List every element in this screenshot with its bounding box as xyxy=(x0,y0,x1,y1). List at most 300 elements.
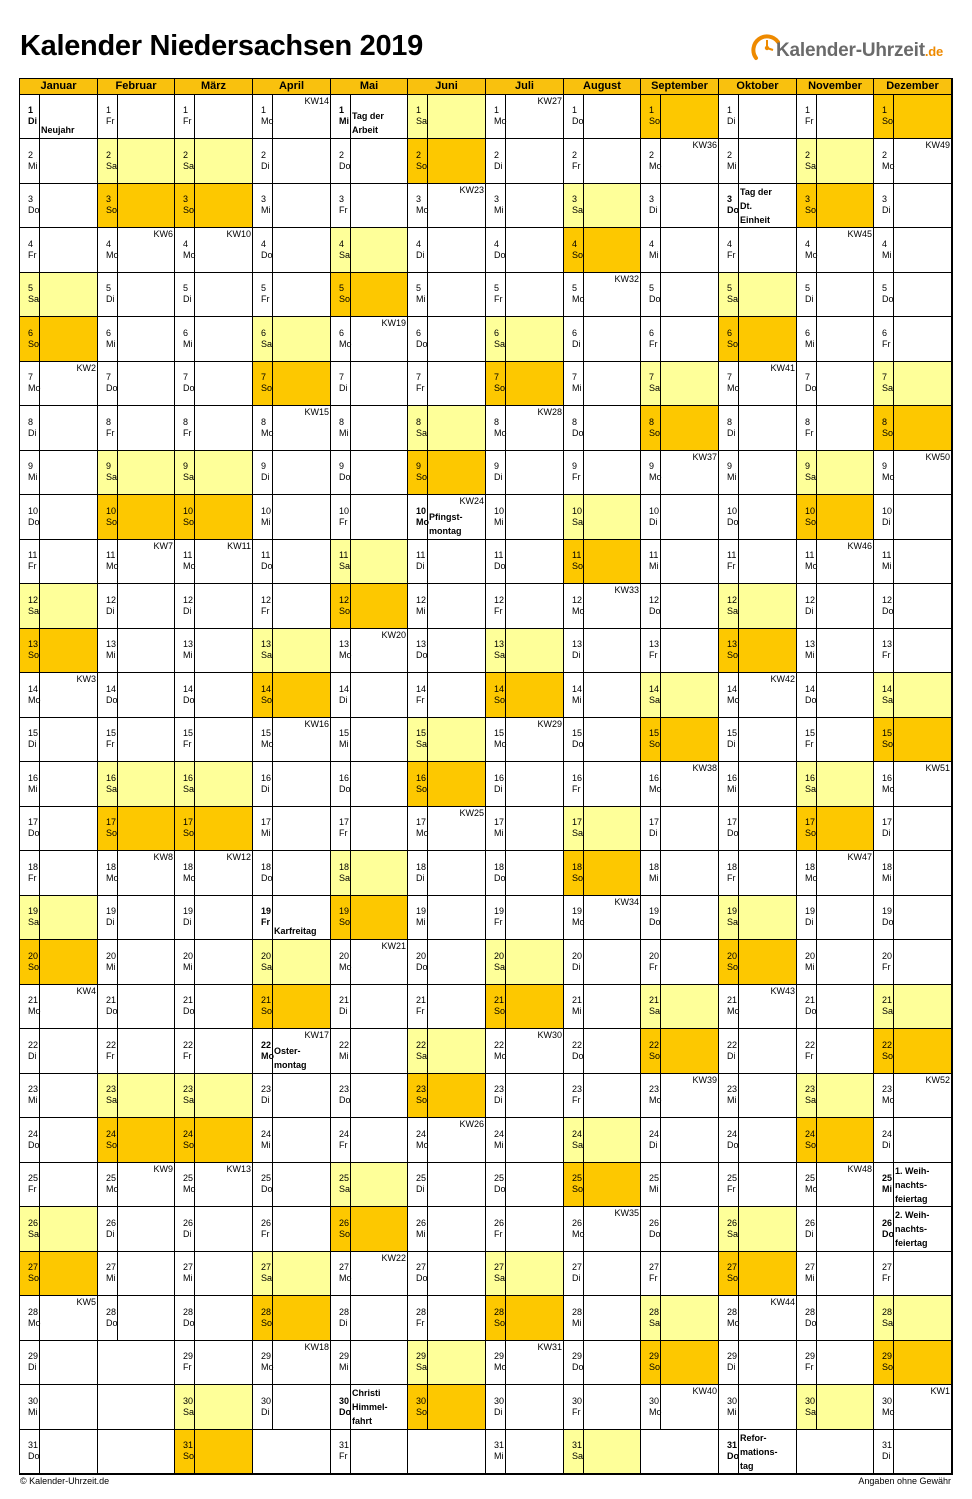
day-number: 28 xyxy=(727,1306,738,1317)
day-cell xyxy=(874,1430,952,1474)
weekday-label: So xyxy=(805,1139,817,1150)
day-cell xyxy=(98,451,175,495)
day-number: 10 xyxy=(28,505,39,516)
day-cell xyxy=(408,1252,486,1296)
weekday-label: Mi xyxy=(261,205,271,215)
day-cell xyxy=(797,1163,874,1207)
day-cell xyxy=(20,495,98,540)
weekday-label: Mi xyxy=(805,338,815,349)
day-cell xyxy=(564,1074,641,1118)
day-number: 13 xyxy=(261,639,272,649)
day-cell xyxy=(641,1341,719,1385)
day-cell xyxy=(331,95,408,139)
day-cell xyxy=(253,1029,331,1074)
weekday-label: Fr xyxy=(106,1050,115,1061)
weekday-label: Mi xyxy=(727,1095,737,1105)
day-cell xyxy=(641,139,719,184)
day-cell xyxy=(564,807,641,851)
day-cell xyxy=(175,273,253,317)
weekday-label: Sa xyxy=(805,1095,817,1105)
day-number: 2 xyxy=(261,149,267,160)
day-cell xyxy=(20,1118,98,1163)
day-number: 2 xyxy=(649,149,655,160)
empty-cell xyxy=(98,1430,175,1474)
weekday-label: Di xyxy=(805,294,814,304)
day-number: 12 xyxy=(106,594,117,605)
weekday-label: Di xyxy=(28,1362,37,1372)
weekday-label: Fr xyxy=(649,650,658,660)
weekday-label: So xyxy=(416,160,428,171)
day-cell xyxy=(564,1118,641,1163)
day-cell xyxy=(874,362,952,406)
day-cell xyxy=(175,940,253,985)
day-cell xyxy=(175,184,253,228)
weekday-label: Di xyxy=(106,917,115,927)
day-number: 14 xyxy=(28,683,39,694)
weekday-label: So xyxy=(572,249,584,260)
day-cell xyxy=(719,1118,797,1163)
weekday-label: Mo xyxy=(28,1006,41,1016)
weekday-label: So xyxy=(882,116,894,126)
weekday-label: Sa xyxy=(183,783,195,794)
day-number: 6 xyxy=(106,327,112,338)
day-cell xyxy=(20,1296,98,1341)
day-number: 6 xyxy=(727,327,733,338)
week-number: KW25 xyxy=(459,808,484,818)
day-cell xyxy=(641,1118,719,1163)
day-cell xyxy=(408,362,486,406)
weekday-label: Mo xyxy=(106,249,119,260)
weekday-label: Sa xyxy=(882,1317,894,1328)
weekday-label: Di xyxy=(572,961,581,972)
day-cell xyxy=(719,584,797,629)
weekday-label: Mi xyxy=(339,116,349,126)
day-number: 25 xyxy=(183,1173,194,1183)
weekday-label: Di xyxy=(649,1139,658,1150)
day-number: 11 xyxy=(339,550,349,560)
day-number: 29 xyxy=(416,1351,427,1361)
day-cell xyxy=(719,807,797,851)
site-logo[interactable] xyxy=(750,28,950,68)
weekday-label: Di xyxy=(416,249,425,260)
day-number: 28 xyxy=(572,1306,583,1317)
weekday-label: Mi xyxy=(339,1362,349,1372)
weekday-label: So xyxy=(494,383,506,393)
weekday-label: Sa xyxy=(649,694,661,705)
day-number: 30 xyxy=(805,1395,816,1406)
day-cell xyxy=(253,1074,331,1118)
day-cell xyxy=(797,228,874,273)
weekday-label: Mi xyxy=(805,1273,815,1283)
week-number: KW7 xyxy=(153,541,173,551)
day-number: 14 xyxy=(494,683,505,694)
weekday-label: Mo xyxy=(727,1317,740,1328)
day-cell xyxy=(564,184,641,228)
day-cell xyxy=(175,896,253,940)
page-title: Kalender Niedersachsen 2019 xyxy=(20,30,423,62)
day-number: 20 xyxy=(882,950,893,961)
day-cell xyxy=(564,406,641,451)
day-cell xyxy=(20,1207,98,1252)
day-cell xyxy=(486,1029,564,1074)
weekday-label: Di xyxy=(727,739,736,749)
weekday-label: Di xyxy=(416,561,425,571)
day-cell xyxy=(719,184,797,228)
day-cell xyxy=(641,362,719,406)
weekday-label: Mi xyxy=(339,1050,349,1061)
weekday-label: Mo xyxy=(805,249,818,260)
day-cell xyxy=(797,673,874,718)
day-number: 24 xyxy=(106,1128,117,1139)
day-cell xyxy=(331,896,408,940)
weekday-label: Mi xyxy=(649,249,659,260)
day-number: 31 xyxy=(572,1440,583,1450)
empty-cell xyxy=(641,1430,719,1474)
day-number: 5 xyxy=(727,283,733,293)
weekday-label: Fr xyxy=(572,1095,581,1105)
week-number: KW39 xyxy=(692,1075,717,1085)
weekday-label: Fr xyxy=(649,1273,658,1283)
day-number: 22 xyxy=(727,1039,738,1050)
weekday-label: Sa xyxy=(572,1139,584,1150)
day-number: 9 xyxy=(649,461,655,471)
day-cell xyxy=(331,495,408,540)
day-number: 4 xyxy=(28,238,34,249)
month-header: August xyxy=(564,79,641,95)
day-number: 19 xyxy=(261,906,272,916)
weekday-label: So xyxy=(649,116,661,126)
day-cell xyxy=(253,362,331,406)
weekday-label: So xyxy=(416,472,428,482)
day-number: 22 xyxy=(882,1039,893,1050)
weekday-label: Mo xyxy=(882,160,895,171)
day-number: 14 xyxy=(882,683,893,694)
weekday-label: Sa xyxy=(727,917,739,927)
weekday-label: Sa xyxy=(183,472,195,482)
weekday-label: So xyxy=(28,961,40,972)
day-number: 8 xyxy=(261,416,267,427)
day-cell xyxy=(175,1029,253,1074)
day-cell xyxy=(486,851,564,896)
day-cell xyxy=(253,851,331,896)
weekday-label: Di xyxy=(727,1050,736,1061)
weekday-label: Do xyxy=(339,1095,351,1105)
day-number: 12 xyxy=(649,594,660,605)
weekday-label: Mi xyxy=(649,561,659,571)
weekday-label: Mo xyxy=(28,694,41,705)
day-number: 22 xyxy=(494,1039,505,1050)
day-number: 8 xyxy=(727,416,733,427)
day-cell xyxy=(719,1074,797,1118)
day-number: 24 xyxy=(416,1128,427,1139)
month-header: Mai xyxy=(331,79,408,95)
day-number: 26 xyxy=(727,1217,738,1228)
week-number: KW34 xyxy=(614,897,639,907)
day-cell xyxy=(797,317,874,362)
day-cell xyxy=(486,673,564,718)
weekday-label: So xyxy=(183,516,195,527)
day-number: 14 xyxy=(106,683,117,694)
day-number: 15 xyxy=(649,728,660,738)
day-number: 19 xyxy=(727,906,738,916)
day-cell xyxy=(564,985,641,1029)
weekday-label: Sa xyxy=(882,1006,894,1016)
day-cell xyxy=(486,584,564,629)
day-cell xyxy=(20,718,98,762)
day-cell xyxy=(253,95,331,139)
day-cell xyxy=(20,629,98,673)
day-cell xyxy=(175,1207,253,1252)
weekday-label: Di xyxy=(572,338,581,349)
day-cell xyxy=(641,451,719,495)
holiday-name: Oster- montag xyxy=(274,1046,307,1070)
day-number: 1 xyxy=(882,105,888,115)
day-number: 13 xyxy=(494,639,505,649)
weekday-label: Do xyxy=(805,1006,817,1016)
day-cell xyxy=(486,762,564,807)
weekday-label: So xyxy=(649,427,661,438)
week-number: KW51 xyxy=(925,763,950,773)
weekday-label: Fr xyxy=(261,917,270,927)
month-header: März xyxy=(175,79,253,95)
weekday-label: Fr xyxy=(494,1228,503,1239)
day-number: 11 xyxy=(494,550,504,560)
week-number: KW30 xyxy=(537,1030,562,1040)
day-number: 25 xyxy=(106,1173,117,1183)
day-cell xyxy=(486,1430,564,1474)
day-cell xyxy=(20,807,98,851)
day-cell xyxy=(641,406,719,451)
day-cell xyxy=(98,273,175,317)
day-number: 1 xyxy=(261,105,267,115)
weekday-label: Di xyxy=(28,116,37,126)
day-number: 22 xyxy=(261,1039,272,1050)
day-cell xyxy=(797,540,874,584)
day-number: 5 xyxy=(416,283,422,293)
weekday-label: Mo xyxy=(416,1139,429,1150)
day-cell xyxy=(331,139,408,184)
day-number: 24 xyxy=(572,1128,583,1139)
weekday-label: Di xyxy=(882,1451,891,1461)
day-number: 30 xyxy=(572,1395,583,1406)
day-cell xyxy=(408,495,486,540)
day-number: 26 xyxy=(28,1217,39,1228)
weekday-label: Sa xyxy=(882,694,894,705)
day-cell xyxy=(564,495,641,540)
weekday-label: So xyxy=(183,828,195,838)
day-number: 22 xyxy=(339,1039,350,1050)
month-header: April xyxy=(253,79,331,95)
day-number: 11 xyxy=(261,550,271,560)
weekday-label: Fr xyxy=(261,294,270,304)
day-cell xyxy=(20,584,98,629)
weekday-label: Do xyxy=(727,1139,739,1150)
day-cell xyxy=(408,584,486,629)
day-cell xyxy=(98,228,175,273)
week-number: KW10 xyxy=(226,229,251,239)
day-number: 1 xyxy=(727,105,733,115)
weekday-label: Do xyxy=(28,205,40,215)
day-cell xyxy=(98,1296,175,1341)
day-cell xyxy=(486,629,564,673)
weekday-label: Fr xyxy=(805,427,814,438)
weekday-label: Sa xyxy=(572,1451,584,1461)
day-number: 3 xyxy=(649,194,655,204)
week-number: KW14 xyxy=(304,96,329,106)
day-number: 25 xyxy=(28,1173,39,1183)
day-number: 18 xyxy=(106,861,117,872)
weekday-label: Mi xyxy=(183,961,193,972)
day-number: 15 xyxy=(261,728,272,738)
day-cell xyxy=(486,1385,564,1430)
day-number: 15 xyxy=(494,728,505,738)
day-cell xyxy=(874,228,952,273)
day-number: 7 xyxy=(727,372,733,382)
day-number: 4 xyxy=(649,238,655,249)
week-number: KW12 xyxy=(226,852,251,862)
weekday-label: Sa xyxy=(727,1228,739,1239)
day-cell xyxy=(797,1341,874,1385)
day-number: 24 xyxy=(183,1128,194,1139)
day-cell xyxy=(797,273,874,317)
day-number: 6 xyxy=(28,327,34,338)
day-cell xyxy=(719,273,797,317)
weekday-label: Mi xyxy=(183,1273,193,1283)
day-cell xyxy=(408,1118,486,1163)
weekday-label: Fr xyxy=(727,872,736,883)
day-number: 13 xyxy=(106,639,117,649)
day-cell xyxy=(874,1029,952,1074)
day-cell xyxy=(253,629,331,673)
weekday-label: Di xyxy=(339,1006,348,1016)
day-number: 19 xyxy=(572,906,583,916)
day-cell xyxy=(175,1385,253,1430)
weekday-label: So xyxy=(183,1451,195,1461)
weekday-label: Mi xyxy=(261,1139,271,1150)
weekday-label: Do xyxy=(649,1228,661,1239)
day-cell xyxy=(408,184,486,228)
day-number: 6 xyxy=(416,327,422,338)
day-cell xyxy=(175,1118,253,1163)
day-cell xyxy=(564,317,641,362)
day-number: 5 xyxy=(494,283,500,293)
day-cell xyxy=(331,317,408,362)
day-number: 8 xyxy=(339,416,345,427)
day-cell xyxy=(331,985,408,1029)
week-number: KW37 xyxy=(692,452,717,462)
day-number: 13 xyxy=(183,639,194,649)
day-cell xyxy=(408,139,486,184)
day-cell xyxy=(719,1029,797,1074)
day-cell xyxy=(20,985,98,1029)
day-cell xyxy=(719,139,797,184)
weekday-label: Sa xyxy=(882,383,894,393)
weekday-label: So xyxy=(805,516,817,527)
day-number: 9 xyxy=(727,461,733,471)
weekday-label: Do xyxy=(183,694,195,705)
day-cell xyxy=(719,1385,797,1430)
day-number: 4 xyxy=(261,238,267,249)
day-cell xyxy=(719,451,797,495)
day-cell xyxy=(641,495,719,540)
day-number: 12 xyxy=(572,594,583,605)
day-number: 23 xyxy=(572,1084,583,1094)
weekday-label: So xyxy=(28,338,40,349)
day-cell xyxy=(98,1118,175,1163)
weekday-label: So xyxy=(805,828,817,838)
month-header: Oktober xyxy=(719,79,797,95)
day-cell xyxy=(331,1385,408,1430)
weekday-label: Fr xyxy=(494,294,503,304)
day-cell xyxy=(98,985,175,1029)
weekday-label: Mi xyxy=(416,1228,426,1239)
day-number: 7 xyxy=(805,372,811,382)
weekday-label: Mo xyxy=(261,1362,274,1372)
day-number: 24 xyxy=(882,1128,893,1139)
day-number: 10 xyxy=(727,505,738,516)
weekday-label: Mi xyxy=(494,516,504,527)
day-number: 23 xyxy=(416,1084,427,1094)
day-cell xyxy=(98,851,175,896)
day-cell xyxy=(175,762,253,807)
weekday-label: Mo xyxy=(28,383,41,393)
weekday-label: Sa xyxy=(106,472,118,482)
day-number: 13 xyxy=(416,639,427,649)
weekday-label: Sa xyxy=(339,872,351,883)
week-number: KW1 xyxy=(930,1386,950,1396)
day-cell xyxy=(20,762,98,807)
month-header: Dezember xyxy=(874,79,952,95)
day-cell xyxy=(874,1074,952,1118)
day-cell xyxy=(253,1252,331,1296)
day-cell xyxy=(641,718,719,762)
day-number: 21 xyxy=(261,995,272,1005)
day-number: 11 xyxy=(416,550,426,560)
day-number: 9 xyxy=(572,461,578,471)
weekday-label: So xyxy=(261,1006,273,1016)
day-cell xyxy=(331,540,408,584)
weekday-label: Sa xyxy=(183,160,195,171)
month-header: Juli xyxy=(486,79,564,95)
weekday-label: Fr xyxy=(416,694,425,705)
weekday-label: Di xyxy=(494,1406,503,1417)
day-number: 8 xyxy=(28,416,34,427)
day-cell xyxy=(408,406,486,451)
week-number: KW22 xyxy=(381,1253,406,1263)
day-number: 15 xyxy=(727,728,738,738)
day-number: 20 xyxy=(339,950,350,961)
day-number: 7 xyxy=(416,372,422,382)
weekday-label: Mo xyxy=(649,1095,662,1105)
day-number: 4 xyxy=(805,238,811,249)
week-number: KW48 xyxy=(847,1164,872,1174)
weekday-label: So xyxy=(261,694,273,705)
weekday-label: Do xyxy=(882,605,894,616)
weekday-label: Mo xyxy=(805,872,818,883)
weekday-label: Mo xyxy=(339,961,352,972)
day-cell xyxy=(797,584,874,629)
weekday-label: Do xyxy=(416,961,428,972)
day-cell xyxy=(874,584,952,629)
day-cell xyxy=(20,362,98,406)
weekday-label: Fr xyxy=(727,561,736,571)
weekday-label: So xyxy=(339,917,351,927)
day-number: 15 xyxy=(339,728,350,738)
day-number: 10 xyxy=(649,505,660,516)
day-number: 27 xyxy=(494,1262,505,1272)
day-cell xyxy=(874,317,952,362)
weekday-label: Sa xyxy=(339,249,351,260)
